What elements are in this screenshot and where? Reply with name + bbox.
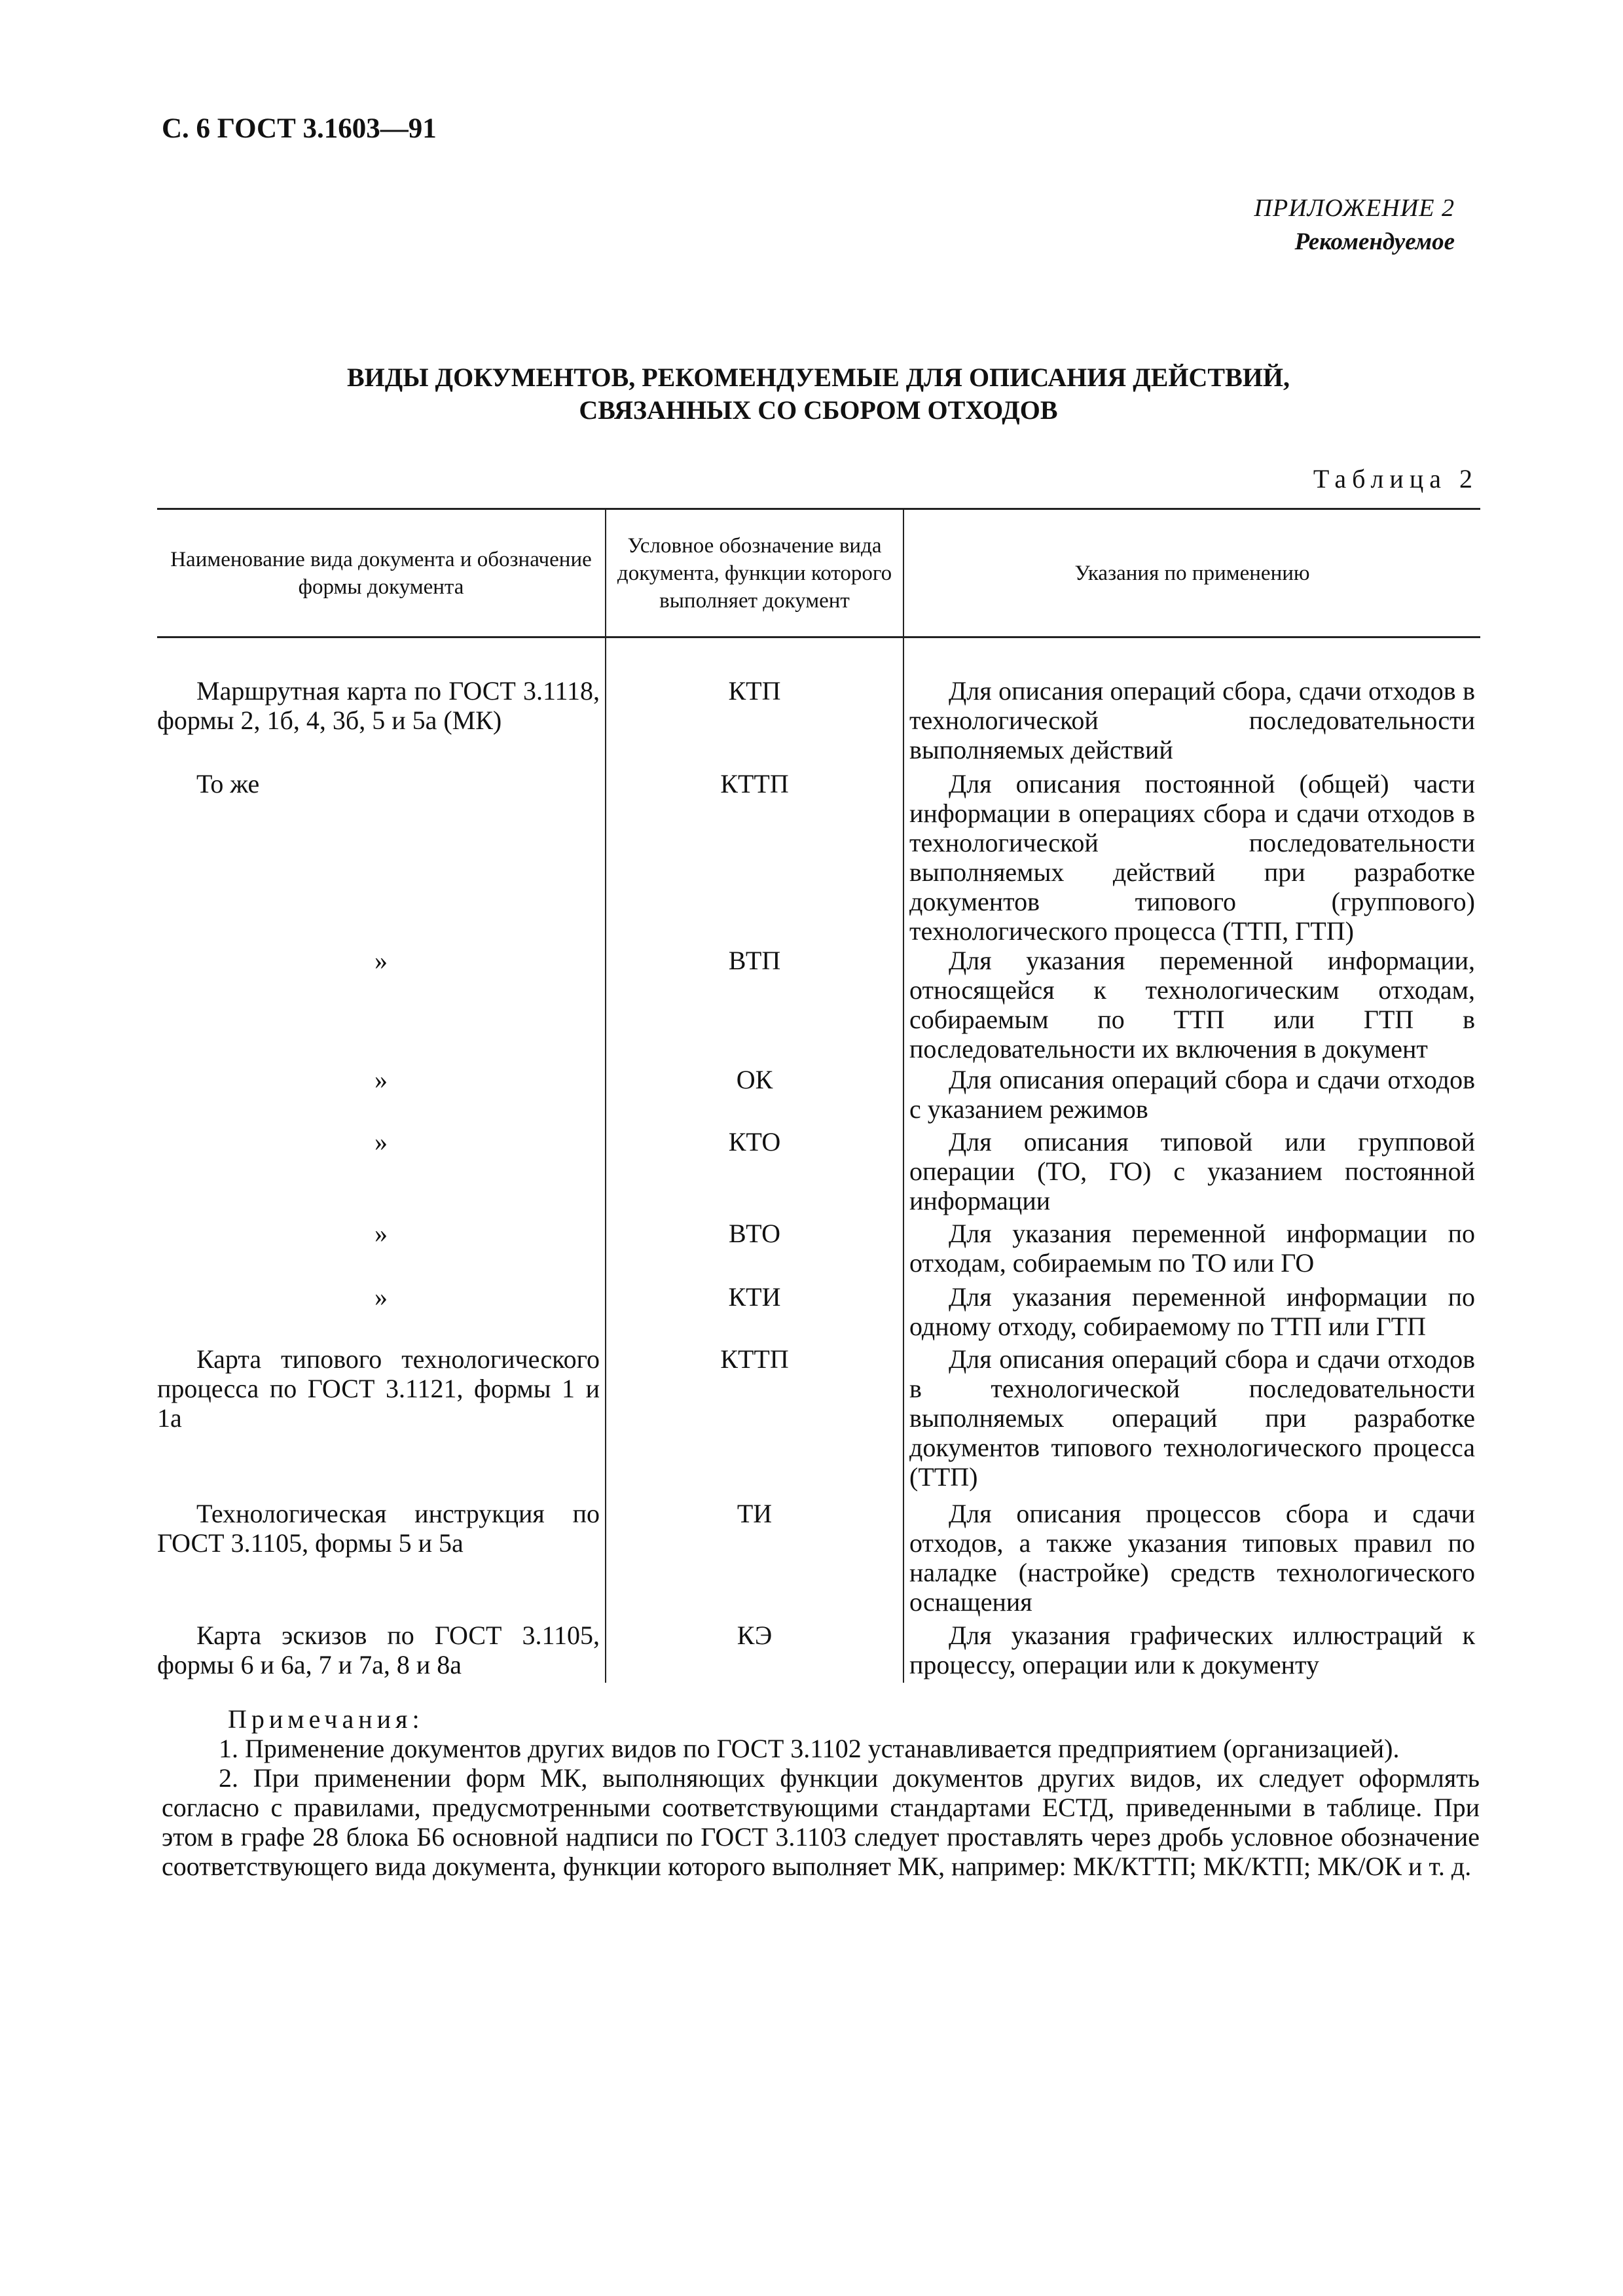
- document-code-cell: КТТП: [606, 1344, 903, 1499]
- document-code-cell: КТО: [606, 1127, 903, 1219]
- table-row: [157, 676, 1480, 769]
- appendix-title: ПРИЛОЖЕНИЕ 2: [1254, 194, 1455, 222]
- table-row: [157, 1282, 1480, 1344]
- document-code-cell: КТТП: [606, 769, 903, 946]
- table-row: [157, 946, 1480, 1065]
- document-code-cell: ОК: [606, 1065, 903, 1127]
- usage-cell: Для описания процессов сбора и сдачи отходов, а также указания типовых правил по наладке (настройке) средств технологического оснащения: [909, 1499, 1475, 1617]
- table-row: [157, 1065, 1480, 1127]
- document-name-cell: Карта эскизов по ГОСТ 3.1105, формы 6 и 6а, 7 и 7а, 8 и 8а: [157, 1621, 600, 1679]
- table-header-row: [157, 509, 1480, 637]
- document-name-cell: Технологическая инструкция по ГОСТ 3.1105, формы 5 и 5а: [157, 1499, 600, 1558]
- notes-title: Примечания:: [228, 1704, 424, 1734]
- document-title: [157, 361, 1480, 427]
- document-name-cell: Маршрутная карта по ГОСТ 3.1118, формы 2, 1б, 4, 3б, 5 и 5а (МК): [157, 676, 600, 735]
- appendix-subtitle: Рекомендуемое: [1294, 228, 1455, 255]
- page-header: С. 6 ГОСТ 3.1603—91: [162, 113, 437, 144]
- table-row: [157, 1127, 1480, 1219]
- table-header: [157, 509, 1480, 637]
- table-row: [157, 1621, 1480, 1683]
- header-usage: Указания по применению: [903, 509, 1480, 637]
- document-name-cell: То же: [196, 769, 260, 798]
- document-name-cell: »: [374, 946, 388, 975]
- spacer-cell: [157, 637, 606, 677]
- document-types-table: [157, 508, 1480, 1683]
- header-document-name: Наименование вида документа и обозначение формы документа: [157, 509, 606, 637]
- usage-cell: Для описания постоянной (общей) части информации в операциях сбора и сдачи отходов в технологической последовательности выполняемых действий при разработке документов типового (группового) технологического процесса (ТТП, ГТП): [909, 769, 1475, 946]
- usage-cell: Для указания переменной информации по отходам, собираемым по ТО или ГО: [909, 1219, 1475, 1278]
- note-item: 2. При применении форм МК, выполняющих функции документов других видов, их следует оформлять согласно с правилами, предусмотренными соответствующими стандартами ЕСТД, приведенными в таблице. При этом в графе 28 блока Б6 основной надписи по ГОСТ 3.1103 следует проставлять через дробь условное обозначение соответствующего вида документа, функции которого выполняет МК, например: МК/КТТП; МК/КТП; МК/ОК и т. д.: [162, 1763, 1480, 1881]
- document-code-cell: ВТО: [606, 1219, 903, 1282]
- table-row: [157, 769, 1480, 946]
- document-name-cell: »: [374, 1219, 388, 1248]
- usage-cell: Для указания переменной информации, относящейся к технологическим отходам, собираемым по ТТП или ГТП в последовательности их включения в документ: [909, 946, 1475, 1064]
- document-title-line-1: ВИДЫ ДОКУМЕНТОВ, РЕКОМЕНДУЕМЫЕ ДЛЯ ОПИСАНИЯ ДЕЙСТВИЙ,: [346, 363, 1290, 392]
- usage-cell: Для описания типовой или групповой операции (ТО, ГО) с указанием постоянной информации: [909, 1127, 1475, 1215]
- note-item: 1. Применение документов других видов по ГОСТ 3.1102 устанавливается предприятием (организацией).: [219, 1734, 1400, 1763]
- appendix-block: [1254, 191, 1455, 259]
- header-document-code: Условное обозначение вида документа, функции которого выполняет документ: [606, 509, 903, 637]
- usage-cell: Для указания переменной информации по одному отходу, собираемому по ТТП или ГТП: [909, 1282, 1475, 1341]
- document-code-cell: ТИ: [606, 1499, 903, 1621]
- table-row: [157, 1344, 1480, 1499]
- table-row: [157, 1219, 1480, 1282]
- table-caption: Таблица 2: [1313, 464, 1478, 493]
- notes-section: [162, 1704, 1480, 1881]
- spacer-cell: [903, 637, 1480, 677]
- document-name-cell: »: [374, 1127, 388, 1157]
- document-code-cell: КТИ: [606, 1282, 903, 1344]
- table-row: [157, 1499, 1480, 1621]
- table-body: [157, 637, 1480, 1683]
- document-name-cell: »: [374, 1065, 388, 1094]
- usage-cell: Для указания графических иллюстраций к процессу, операции или к документу: [909, 1621, 1475, 1679]
- document-code-cell: КТП: [606, 676, 903, 769]
- document-code-cell: ВТП: [606, 946, 903, 1065]
- spacer-cell: [606, 637, 903, 677]
- document-code-cell: КЭ: [606, 1621, 903, 1683]
- document-name-cell: Карта типового технологического процесса по ГОСТ 3.1121, формы 1 и 1а: [157, 1344, 600, 1433]
- document-title-line-2: СВЯЗАННЫХ СО СБОРОМ ОТХОДОВ: [579, 395, 1058, 425]
- usage-cell: Для описания операций сбора, сдачи отходов в технологической последовательности выполняемых действий: [909, 676, 1475, 764]
- usage-cell: Для описания операций сбора и сдачи отходов в технологической последовательности выполняемых операций при разработке документов типового технологического процесса (ТТП): [909, 1344, 1475, 1492]
- document-name-cell: »: [374, 1282, 388, 1312]
- table-spacer-row: [157, 637, 1480, 677]
- usage-cell: Для описания операций сбора и сдачи отходов с указанием режимов: [909, 1065, 1475, 1124]
